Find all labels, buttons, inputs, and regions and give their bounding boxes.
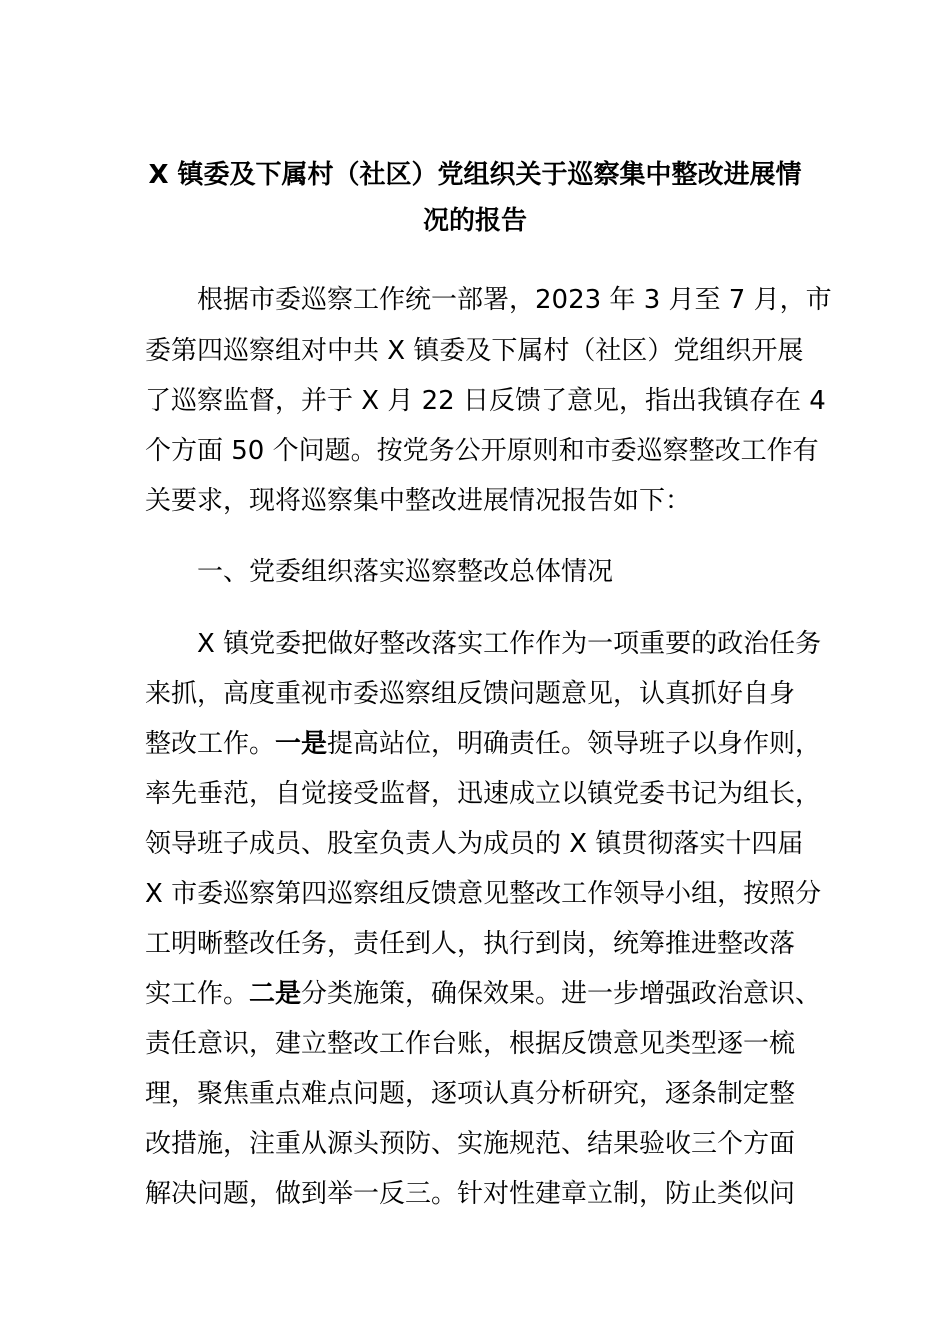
body-line-3 [145,727,821,761]
intro-line-2: 委第四巡察组对中共 X 镇委及下属村（社区）党组织开展 [145,336,804,366]
body-line-8 [145,977,821,1011]
title-line-2: 况的报告 [422,206,527,236]
body-line-8-text-b: 分类施策，确保效果。进一步增强政治意识、 [301,979,822,1009]
body-line-6: X 市委巡察第四巡察组反馈意见整改工作领导小组，按照分 [145,879,822,909]
body-line-3-text-b: 提高站位，明确责任。领导班子以身作则， [327,729,822,759]
title-line-1: X 镇委及下属村（社区）党组织关于巡察集中整改进展情 [148,160,802,190]
body-line-12: 解决问题，做到举一反三。针对性建章立制，防止类似问 [145,1179,796,1209]
body-line-7: 工明晰整改任务，责任到人，执行到岗，统筹推进整改落 [145,929,796,959]
point-one-label: 一是 [275,729,328,759]
body-line-3-text-a: 整改工作。 [145,729,276,759]
body-line-10: 理，聚焦重点难点问题，逐项认真分析研究，逐条制定整 [145,1079,796,1109]
intro-line-5: 关要求，现将巡察集中整改进展情况报告如下： [145,486,692,516]
body-line-11: 改措施，注重从源头预防、实施规范、结果验收三个方面 [145,1129,796,1159]
document-title [145,152,805,244]
body-line-2: 来抓，高度重视市委巡察组反馈问题意见，认真抓好自身 [145,679,796,709]
body-line-1: X 镇党委把做好整改落实工作作为一项重要的政治任务 [197,629,822,659]
body-line-8-text-a: 实工作。 [145,979,250,1009]
section-heading: 一、党委组织落实巡察整改总体情况 [197,557,614,587]
intro-line-4: 个方面 50 个问题。按党务公开原则和市委巡察整改工作有 [145,436,819,466]
point-two-label: 二是 [249,979,302,1009]
body-line-4: 率先垂范，自觉接受监督，迅速成立以镇党委书记为组长， [145,779,822,809]
intro-line-3: 了巡察监督，并于 X 月 22 日反馈了意见，指出我镇存在 4 [145,386,826,416]
body-line-9: 责任意识，建立整改工作台账，根据反馈意见类型逐一梳 [145,1029,796,1059]
intro-line-1: 根据市委巡察工作统一部署，2023 年 3 月至 7 月，市 [197,285,832,315]
body-line-5: 领导班子成员、股室负责人为成员的 X 镇贯彻落实十四届 [145,829,804,859]
